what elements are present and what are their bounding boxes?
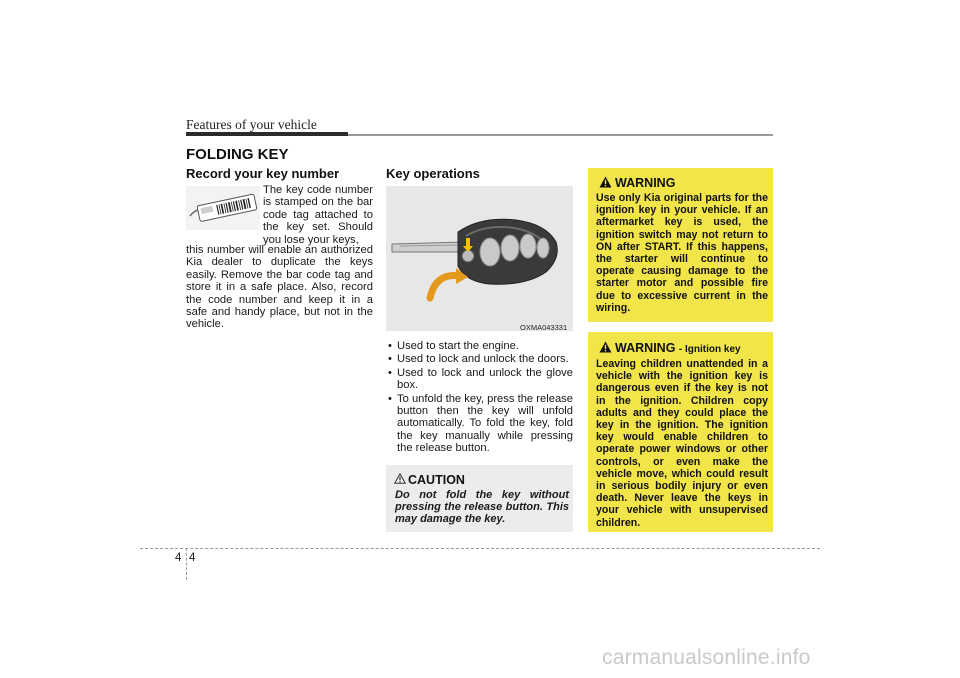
- watermark: carmanualsonline.info: [602, 646, 811, 669]
- footer-rule: [140, 548, 820, 549]
- caution-text: Do not fold the key without pressing the release button. This may damage the key.: [395, 489, 569, 526]
- caution-triangle-icon: [394, 473, 406, 484]
- list-item: • Used to start the engine.: [386, 340, 573, 352]
- record-paragraph-top: The key code number is stamped on the bar code tag attached to the key set. Should you lose your keys,: [263, 184, 373, 246]
- list-item: • Used to lock and unlock the glove box.: [386, 367, 573, 392]
- caution-title: CAUTION: [408, 473, 465, 487]
- list-item: • To unfold the key, press the release button then the key will unfold automatically. To fold the key, fold the key manually while pressing the release button.: [386, 393, 573, 455]
- list-item: • Used to lock and unlock the doors.: [386, 353, 573, 365]
- header-rule-accent: [186, 132, 348, 136]
- record-paragraph: this number will enable an authorized Kia dealer to duplicate the keys easily. Remove the bar code tag and store it in a safe place. Also, record the code number and keep it in a safe and handy place, but not in the vehicle.: [186, 244, 373, 331]
- warning-ignition-title: [615, 341, 741, 355]
- record-heading: Record your key number: [186, 166, 340, 181]
- warning-triangle-icon: [599, 176, 612, 188]
- warning-title: WARNING: [615, 176, 676, 190]
- key-operations-heading: Key operations: [386, 166, 480, 181]
- folding-key-photo: [386, 186, 573, 331]
- warning-triangle-icon: [599, 341, 612, 353]
- footer-divider: [186, 548, 187, 580]
- warning-text: Use only Kia original parts for the ignition key in your vehicle. If an aftermarket key is used, the ignition switch may not return to ON after START. If this happens, the starter will continue to operate causing damage to the starter motor and possible fire due to excessive current in the wiring.: [596, 192, 768, 314]
- section-title: FOLDING KEY: [186, 146, 289, 163]
- header-title: Features of your vehicle: [186, 117, 317, 132]
- warning-ignition-text: Leaving children unattended in a vehicle with the ignition key is dangerous even if the key is not in the ignition. Children copy adults and they could place the key in the ignition. The ignition key would enable children to operate power windows or other controls, or even make the vehicle move, which could result in serious bodily injury or even death. Never leave the keys in your vehicle with unsupervised children.: [596, 358, 768, 529]
- barcode-tag-image: [186, 186, 260, 230]
- warning-ignition-subtitle: - Ignition key: [678, 344, 741, 355]
- photo-code: OXMA043331: [520, 323, 568, 332]
- chapter-number: 4: [175, 552, 182, 564]
- key-operations-list: [386, 340, 573, 456]
- warning-ignition-title-text: WARNING: [615, 341, 676, 355]
- page-number: 4: [189, 552, 196, 564]
